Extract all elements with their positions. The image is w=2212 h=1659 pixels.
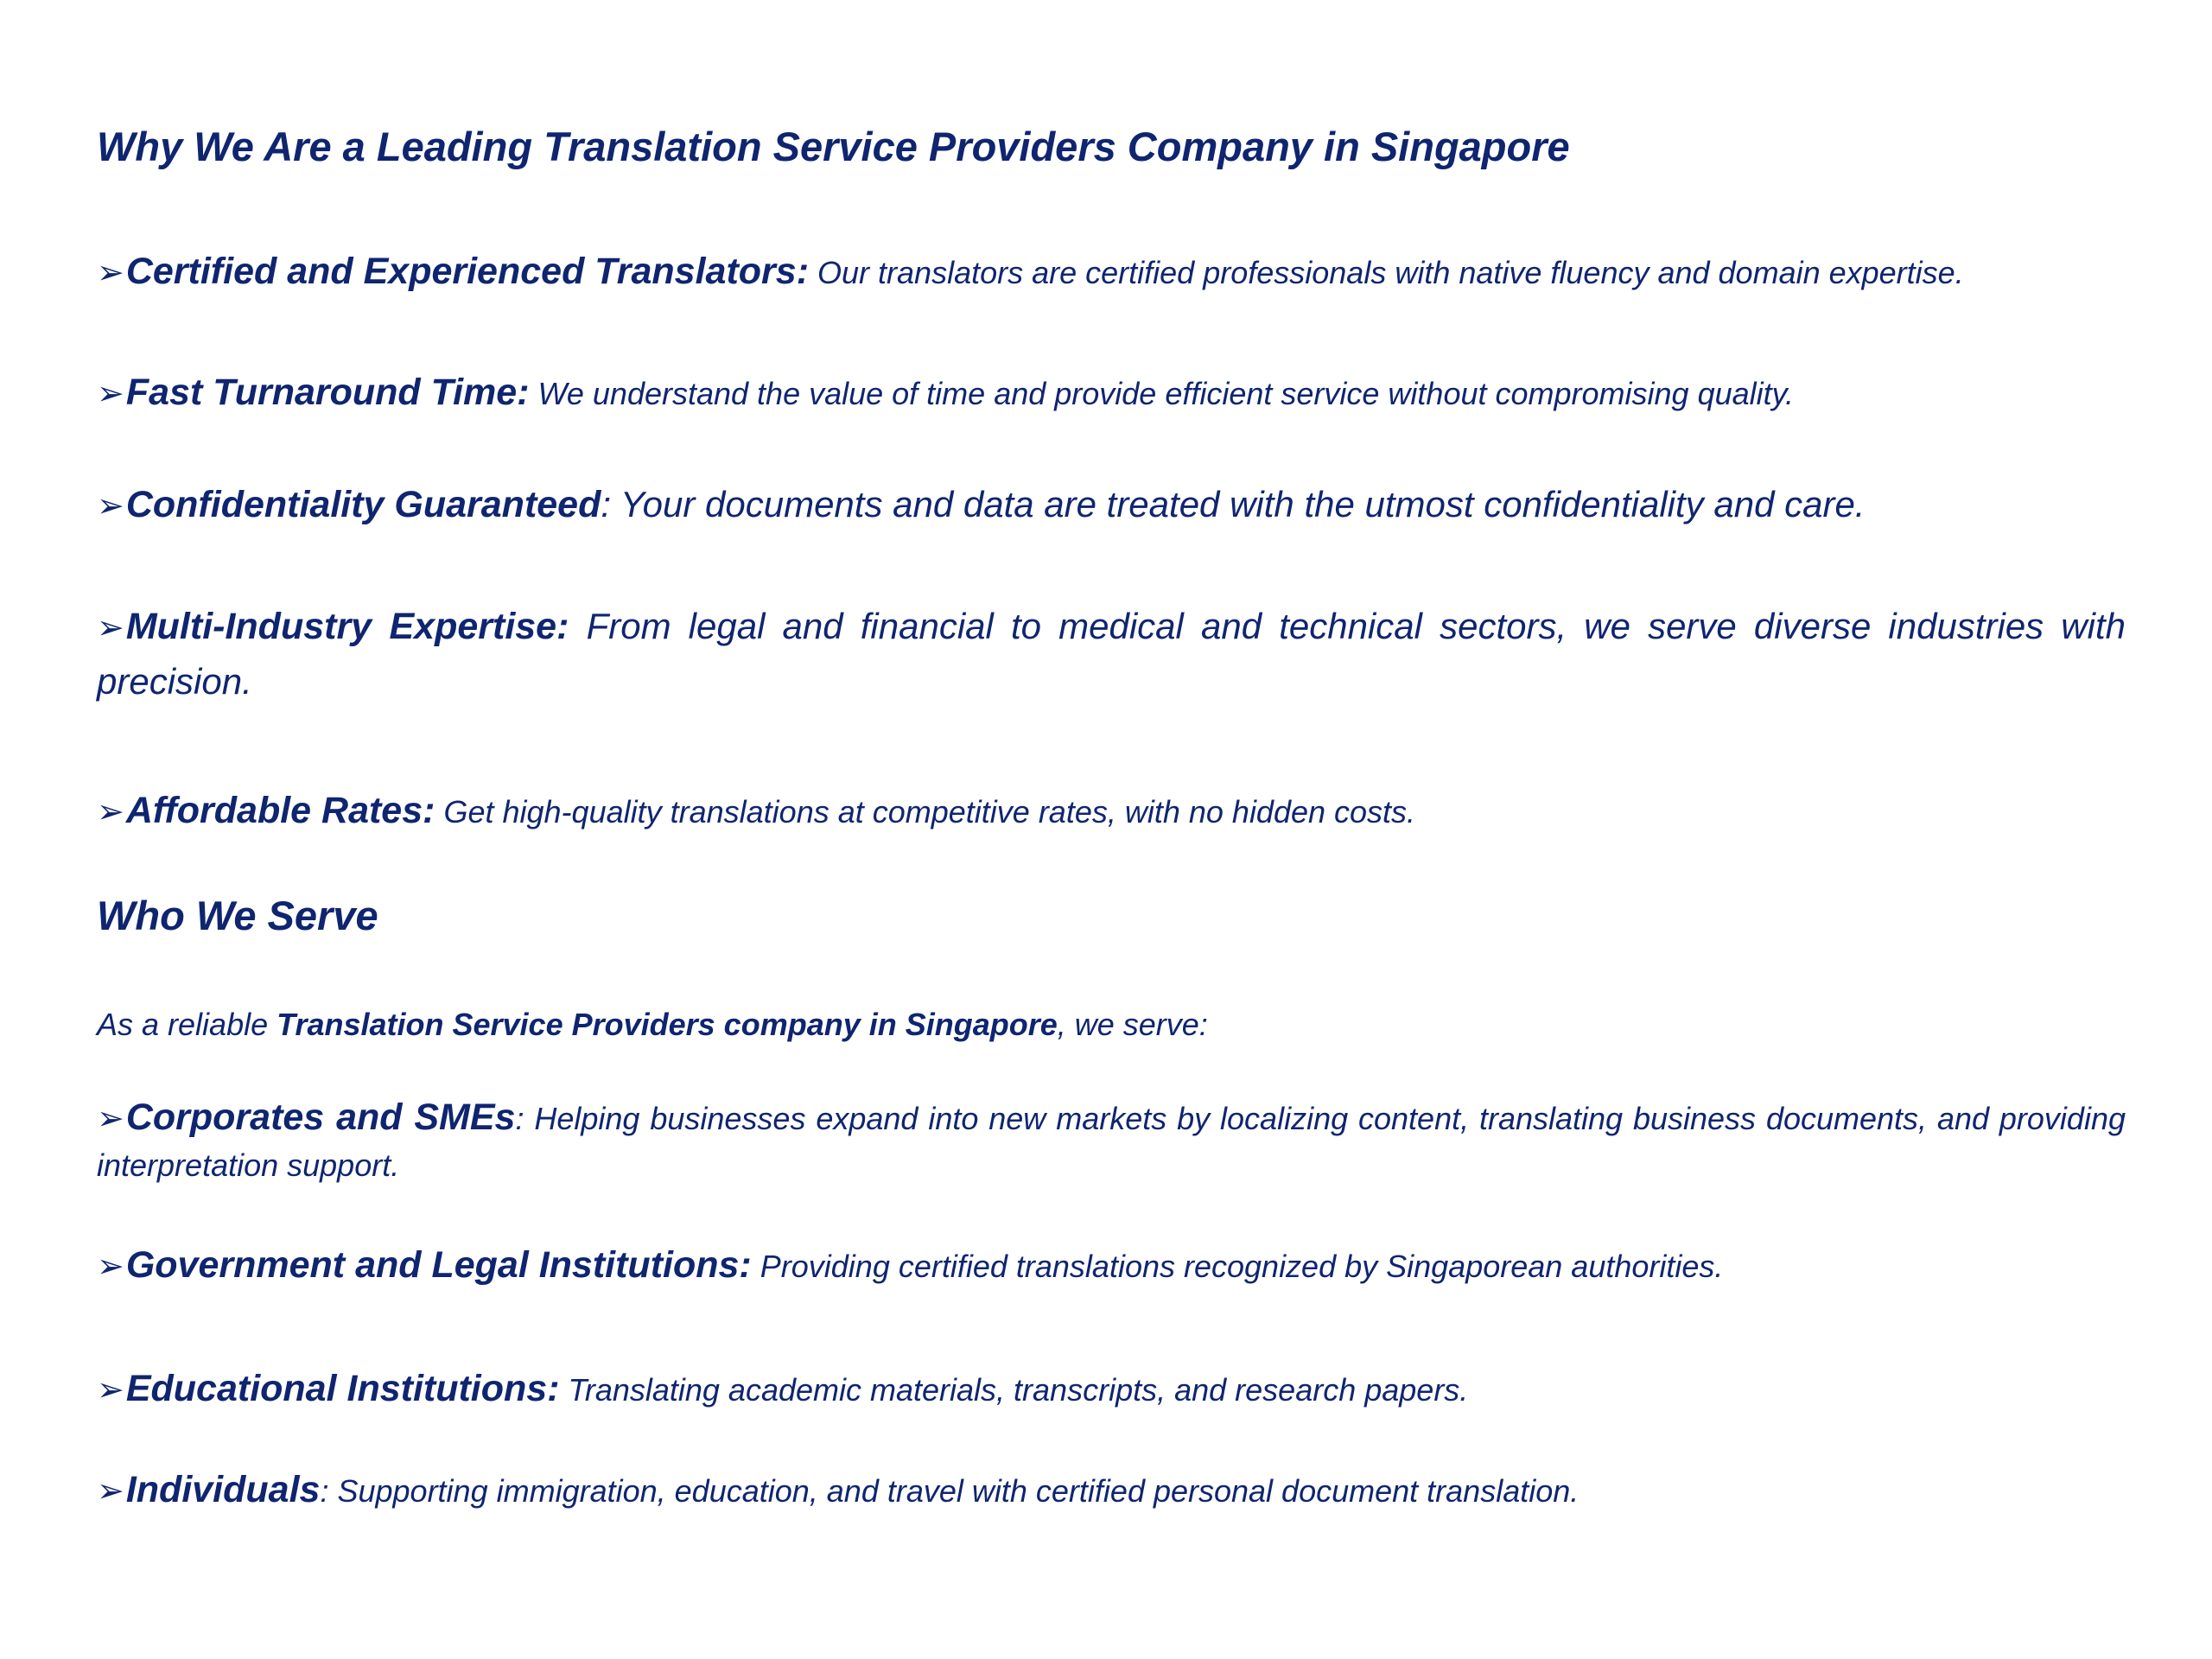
list-item-certified-translators — [97, 251, 1964, 293]
item-term: Educational Institutions — [125, 1368, 548, 1409]
item-term: Affordable Rates — [125, 790, 423, 831]
item-separator: : — [739, 1244, 752, 1286]
item-description: Providing certified translations recognized by Singaporean authorities. — [751, 1249, 1724, 1284]
arrow-bullet-icon: ➢ — [97, 608, 124, 646]
list-item-educational — [97, 1368, 1468, 1410]
item-description: Get high-quality translations at competitive rates, with no hidden costs. — [435, 794, 1416, 830]
arrow-bullet-icon: ➢ — [97, 1247, 124, 1285]
arrow-bullet-icon: ➢ — [97, 374, 124, 412]
arrow-bullet-icon: ➢ — [97, 1099, 124, 1137]
list-item-affordable-rates — [97, 790, 1415, 832]
item-separator: : — [547, 1368, 560, 1409]
intro-company-name: Translation Service Providers company in Singapore — [276, 1007, 1058, 1042]
item-term: Individuals — [125, 1469, 321, 1510]
item-description: Your documents and data are treated with the utmost confidentiality and care. — [611, 484, 1866, 524]
item-description: Supporting immigration, education, and travel with certified personal document translation. — [328, 1473, 1580, 1509]
arrow-bullet-icon: ➢ — [97, 792, 124, 830]
item-separator: : — [517, 372, 530, 413]
list-item-multi-industry — [97, 600, 2126, 710]
item-description: Our translators are certified professionals with native fluency and domain expertise. — [809, 255, 1964, 290]
list-item-confidentiality — [97, 484, 1865, 526]
item-separator: : — [601, 484, 612, 524]
arrow-bullet-icon: ➢ — [97, 1471, 124, 1510]
intro-text-start: As a reliable — [97, 1007, 277, 1042]
item-separator: : — [556, 606, 569, 647]
list-item-government — [97, 1244, 1723, 1287]
section-heading-why: Why We Are a Leading Translation Service Providers Company in Singapore — [97, 124, 1570, 169]
intro-text-end: , we serve: — [1057, 1007, 1208, 1042]
arrow-bullet-icon: ➢ — [97, 486, 124, 524]
item-separator: : — [515, 1101, 524, 1136]
item-separator: : — [320, 1473, 329, 1509]
arrow-bullet-icon: ➢ — [97, 253, 124, 291]
item-term: Confidentiality Guaranteed — [125, 484, 601, 525]
intro-paragraph — [97, 1007, 1208, 1043]
item-term: Fast Turnaround Time — [125, 372, 518, 413]
item-term: Certified and Experienced Translators — [125, 251, 797, 292]
item-term: Government and Legal Institutions — [125, 1244, 740, 1286]
list-item-individuals — [97, 1469, 1579, 1511]
list-item-corporates — [97, 1094, 2126, 1189]
section-heading-who-we-serve: Who We Serve — [97, 893, 378, 938]
item-description: We understand the value of time and provide efficient service without compromising quality. — [529, 376, 1794, 411]
item-separator: : — [423, 790, 435, 831]
item-term: Multi-Industry Expertise — [125, 606, 557, 647]
item-description: From legal and financial to medical and technical sectors, we serve diverse industries with precision. — [97, 606, 2126, 702]
item-description: Translating academic materials, transcripts, and research papers. — [559, 1372, 1469, 1408]
item-description: Helping businesses expand into new markets by localizing content, translating business documents, and providing interpretation support. — [97, 1101, 2126, 1183]
item-term: Corporates and SMEs — [125, 1096, 516, 1138]
arrow-bullet-icon: ➢ — [97, 1370, 124, 1408]
item-separator: : — [796, 251, 810, 292]
list-item-fast-turnaround — [97, 372, 1794, 414]
